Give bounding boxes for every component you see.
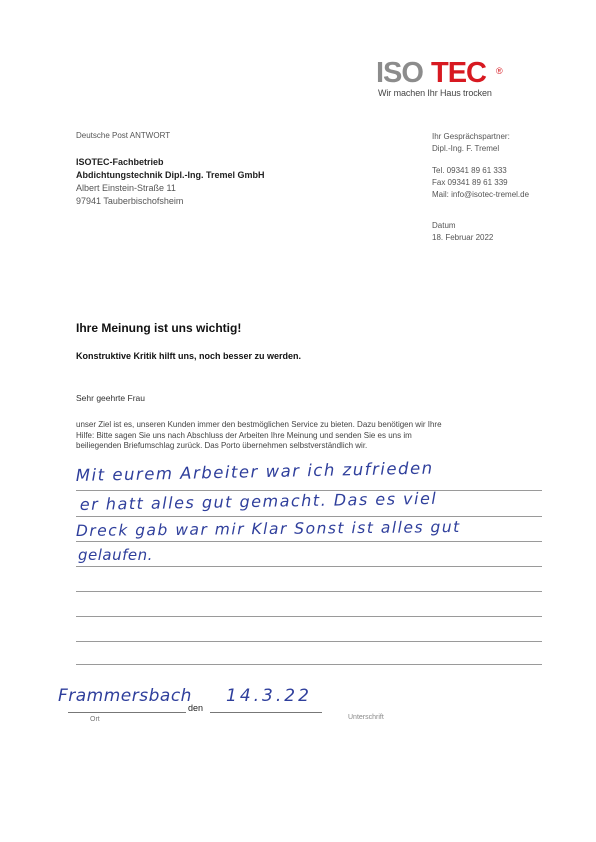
contact-fax: Fax 09341 89 61 339	[432, 178, 508, 187]
writing-line	[76, 516, 542, 517]
svg-text:®: ®	[496, 66, 503, 76]
date-block	[432, 220, 493, 244]
body-line: unser Ziel ist es, unseren Kunden immer den bestmöglichen Service zu bieten. Dazu benötigen wir Ihre	[76, 420, 442, 429]
contact-name: Dipl.-Ing. F. Tremel	[432, 144, 500, 153]
handwritten-line-2: er hatt alles gut gemacht. Das es viel	[79, 488, 438, 514]
contact-label: Ihr Gesprächspartner:	[432, 132, 510, 141]
letter-headline: Ihre Meinung ist uns wichtig!	[76, 321, 242, 335]
letter-subline: Konstruktive Kritik hilft uns, noch besser zu werden.	[76, 351, 302, 361]
writing-line	[76, 641, 542, 642]
unterschrift-label: Unterschrift	[348, 714, 384, 721]
company-line-2: Abdichtungstechnik Dipl.-Ing. Tremel GmbH	[76, 170, 265, 180]
slogan: Wir machen Ihr Haus trocken	[378, 88, 492, 98]
writing-line	[76, 566, 542, 567]
city: 97941 Tauberbischofsheim	[76, 196, 184, 206]
date-line	[210, 712, 322, 713]
svg-text:TEC: TEC	[431, 58, 486, 88]
street: Albert Einstein-Straße 11	[76, 183, 176, 193]
postal-line: Deutsche Post ANTWORT	[76, 131, 171, 140]
handwritten-place: Frammersbach	[58, 686, 192, 706]
company-line-1: ISOTEC-Fachbetrieb	[76, 157, 164, 167]
body-line: beiliegenden Briefumschlag zurück. Das Porto übernehmen selbstverständlich wir.	[76, 441, 368, 450]
salutation: Sehr geehrte Frau	[76, 393, 145, 403]
date-label: Datum	[432, 221, 456, 230]
handwritten-line-4: gelaufen.	[78, 546, 153, 564]
svg-text:ISO: ISO	[376, 58, 423, 88]
writing-line	[76, 591, 542, 592]
signature-row	[58, 684, 538, 730]
writing-line	[76, 616, 542, 617]
den-label: den	[188, 703, 204, 713]
recipient-address	[76, 130, 265, 208]
handwritten-line-1: Mit eurem Arbeiter war ich zufrieden	[75, 458, 434, 485]
letter-date: 18. Februar 2022	[432, 233, 494, 242]
body-line: Hilfe: Bitte sagen Sie uns nach Abschluss der Arbeiten Ihre Meinung und senden Sie es uns im	[76, 430, 412, 440]
letter-body	[76, 420, 546, 452]
contact-mail: Mail: info@isotec-tremel.de	[432, 190, 530, 199]
handwritten-date: 14.3.22	[226, 686, 312, 706]
place-line	[68, 712, 186, 713]
writing-line	[76, 541, 542, 542]
handwritten-line-3: Dreck gab war mir Klar Sonst ist alles gut	[75, 517, 461, 540]
contact-tel: Tel. 09341 89 61 333	[432, 166, 507, 175]
contact-block	[432, 131, 529, 201]
writing-line	[76, 664, 542, 665]
ort-label: Ort	[90, 716, 100, 723]
feedback-area	[75, 458, 542, 670]
